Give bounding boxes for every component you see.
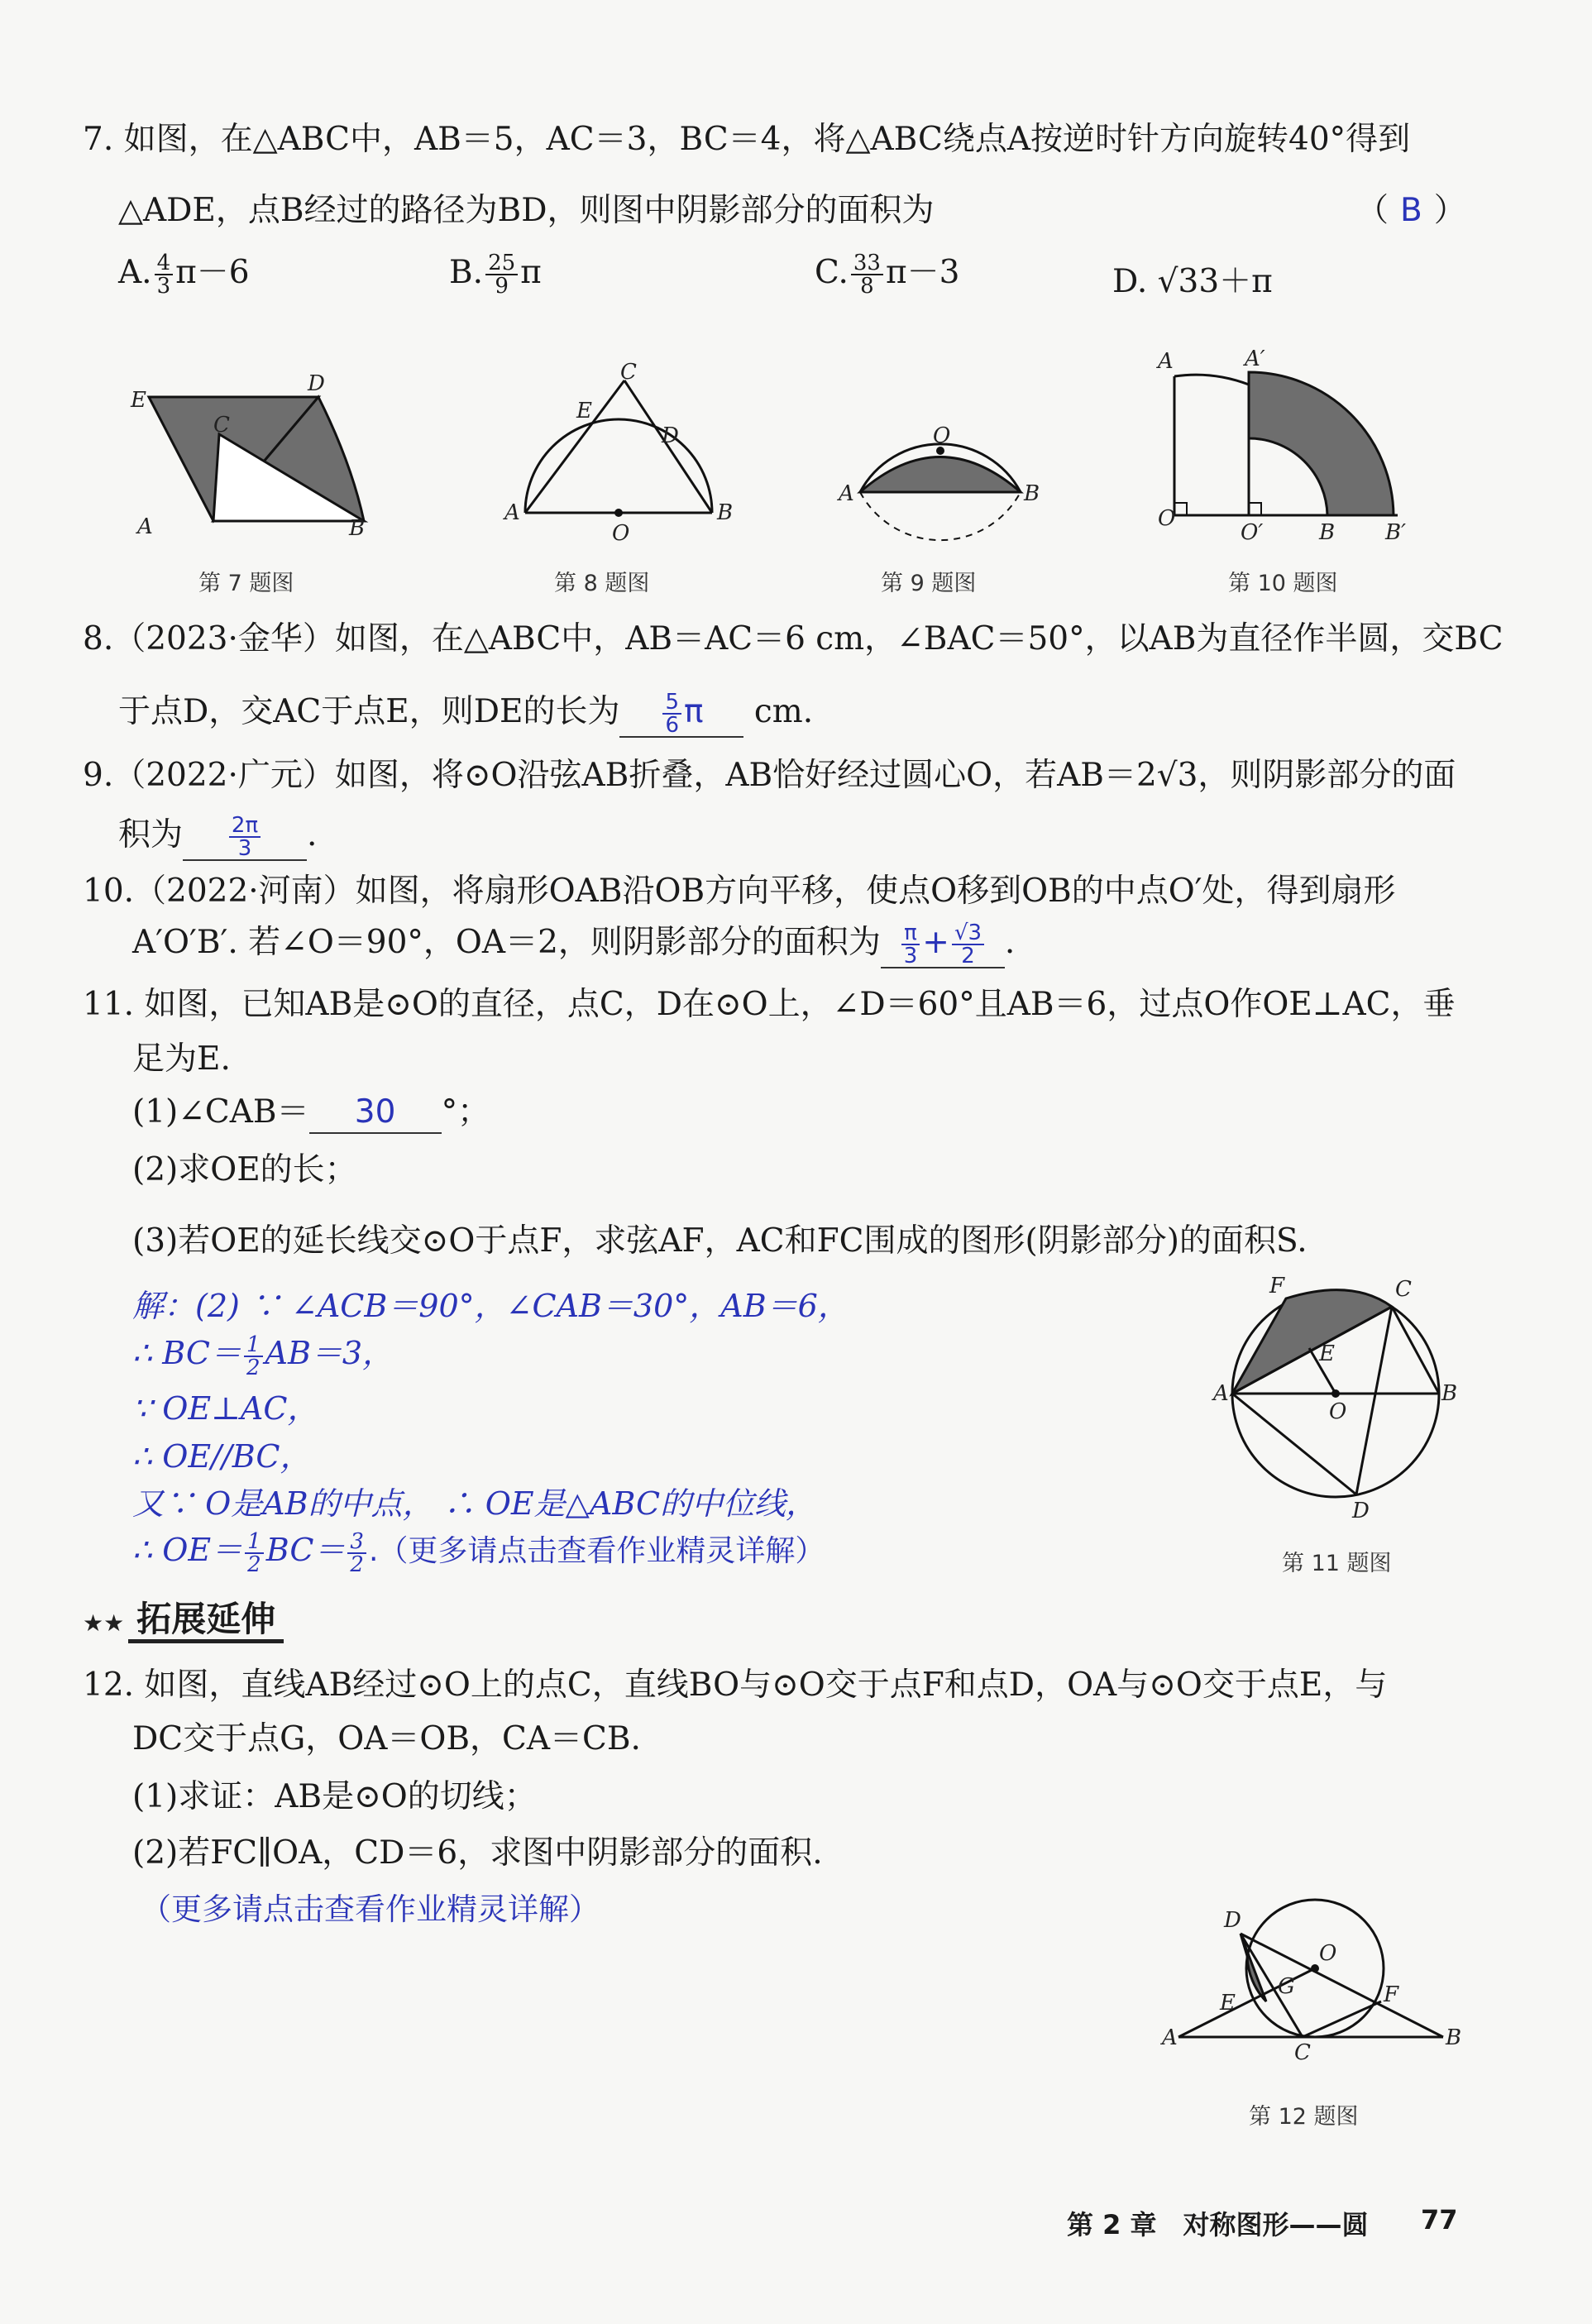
q7-answer-paren: （ B ） xyxy=(1356,192,1466,229)
q7-option-c: C. $\frac{33}{8}$ π－3 xyxy=(815,251,960,299)
fig10-label-o: O xyxy=(1158,506,1176,531)
q8-line2: 于点D，交AC于点E，则DE的长为 $\frac{5}{6}$ π cm. xyxy=(118,690,814,738)
fig12-label-f: F xyxy=(1384,1982,1399,2007)
q11-part2: (2)求OE的长； xyxy=(132,1151,357,1188)
fig12-label-g: G xyxy=(1278,1974,1295,1999)
fig8-label-e: E xyxy=(576,399,592,423)
fig7-label-d: D xyxy=(308,371,325,396)
fig12-label-b: B xyxy=(1446,2025,1462,2050)
fig10-label-o-prime: O′ xyxy=(1241,520,1264,545)
fig9-label-a: A xyxy=(839,481,854,506)
fig12-label-e: E xyxy=(1220,1991,1236,2016)
q8-line1: 8.（2023·金华）如图，在△ABC中，AB＝AC＝6 cm，∠BAC＝50°，以AB为直径作半圆，交BC xyxy=(83,620,1504,658)
figure-9 xyxy=(835,360,1050,553)
fig11-label-f: F xyxy=(1269,1274,1285,1298)
fig8-label-a: A xyxy=(504,500,520,525)
fig11-label-o: O xyxy=(1329,1399,1347,1424)
section-header xyxy=(83,1592,284,1642)
q11-solution-2: ∴ BC＝ $\frac{1}{2}$ AB＝3， xyxy=(132,1332,394,1380)
q12-line2: DC交于点G，OA＝OB，CA＝CB. xyxy=(132,1720,641,1757)
fig9-caption: 第 9 题图 xyxy=(881,571,977,596)
q7-line1: 7. 如图，在△ABC中，AB＝5，AC＝3，BC＝4，将△ABC绕点A按逆时针方向旋转40°得到 xyxy=(83,121,1411,158)
figure-7 xyxy=(124,372,389,541)
fig11-label-b: B xyxy=(1441,1381,1458,1406)
fig12-caption: 第 12 题图 xyxy=(1249,2104,1359,2130)
fig10-label-b-prime: B′ xyxy=(1385,520,1407,545)
q11-answer: 30 xyxy=(309,1093,442,1134)
q11-solution-6: ∴ OE＝ $\frac{1}{2}$ BC＝ $\frac{3}{2}$ .（更多请点击查看作业精灵详解） xyxy=(132,1528,825,1577)
q11-solution-3: ∵ OE⊥AC， xyxy=(132,1390,319,1427)
q10-line1: 10.（2022·河南）如图，将扇形OAB沿OB方向平移，使点O移到OB的中点O′处，得到扇形 xyxy=(83,873,1396,910)
q7-answer: B xyxy=(1400,192,1422,229)
q12-more-link[interactable]: （更多请点击查看作业精灵详解） xyxy=(141,1891,600,1927)
q10-answer: $\frac{\pi}{3}$ + $\frac{√3}{2}$ xyxy=(881,922,1005,968)
fig10-label-b: B xyxy=(1319,520,1336,545)
figure-12 xyxy=(1162,1894,1460,2063)
q7-option-d: D. √33＋π xyxy=(1112,263,1273,300)
fig7-label-b: B xyxy=(349,516,366,541)
q7-line2: △ADE，点B经过的路径为BD，则图中阴影部分的面积为 xyxy=(118,192,935,229)
q12-part2: (2)若FC∥OA，CD＝6，求图中阴影部分的面积. xyxy=(132,1834,823,1872)
fig9-label-o: O xyxy=(933,423,951,448)
fig11-label-c: C xyxy=(1395,1277,1412,1302)
fig7-label-e: E xyxy=(131,388,146,413)
figure-10 xyxy=(1158,347,1422,549)
figure-8 xyxy=(500,360,748,546)
fig11-label-e: E xyxy=(1319,1341,1335,1366)
section-title: 拓展延伸 xyxy=(128,1599,284,1643)
q7-option-b: B. $\frac{25}{9}$ π xyxy=(449,251,542,299)
fig12-label-a: A xyxy=(1162,2025,1178,2050)
q11-part3: (3)若OE的延长线交⊙O于点F，求弦AF，AC和FC围成的图形(阴影部分)的面积S. xyxy=(132,1222,1308,1260)
fig11-label-a: A xyxy=(1213,1381,1229,1406)
fig9-label-b: B xyxy=(1024,481,1040,506)
stars-icon: ★★ xyxy=(83,1609,125,1637)
fig7-label-a: A xyxy=(137,514,153,539)
q11-solution-4: ∴ OE//BC， xyxy=(132,1438,312,1475)
q9-answer: $\frac{2\pi}{3}$ xyxy=(229,815,261,859)
chapter-title: 第 2 章 对称图形——圆 xyxy=(1067,2209,1369,2240)
q9-line2: 积为 $\frac{2\pi}{3}$ . xyxy=(118,813,318,861)
fig8-label-c: C xyxy=(620,360,637,385)
fig12-label-o: O xyxy=(1319,1941,1337,1966)
fig8-label-b: B xyxy=(717,500,734,525)
q9-line1: 9.（2022·广元）如图，将⊙O沿弦AB折叠，AB恰好经过圆心O，若AB＝2√3，则阴影部分的面 xyxy=(83,757,1456,794)
q11-part1: (1)∠CAB＝ 30 °； xyxy=(132,1093,490,1134)
page-number: 77 xyxy=(1421,2204,1458,2236)
fig12-label-d: D xyxy=(1224,1908,1241,1933)
fig10-caption: 第 10 题图 xyxy=(1228,571,1338,596)
fig10-label-a-prime: A′ xyxy=(1245,347,1265,371)
fig10-label-a: A xyxy=(1158,349,1174,374)
q10-line2: A′O′B′. 若∠O＝90°，OA＝2，则阴影部分的面积为 $\frac{\pi}{3}$ + $\frac{√3}{2}$ . xyxy=(132,921,1016,968)
q7-option-a: A. $\frac{4}{3}$ π－6 xyxy=(118,251,250,299)
q12-line1: 12. 如图，直线AB经过⊙O上的点C，直线BO与⊙O交于点F和点D，OA与⊙O交于点E，与 xyxy=(83,1666,1388,1704)
fig11-label-d: D xyxy=(1352,1499,1370,1523)
fig7-label-c: C xyxy=(213,413,230,438)
q11-line1: 11. 如图，已知AB是⊙O的直径，点C，D在⊙O上，∠D＝60°且AB＝6，过点O作OE⊥AC，垂 xyxy=(83,986,1456,1023)
fig8-label-o: O xyxy=(612,521,630,546)
fig12-label-c: C xyxy=(1294,2040,1311,2065)
q8-answer: $\frac{5}{6}$ xyxy=(662,691,681,736)
fig8-caption: 第 8 题图 xyxy=(554,571,650,596)
q12-part1: (1)求证：AB是⊙O的切线； xyxy=(132,1778,537,1815)
fig7-caption: 第 7 题图 xyxy=(198,571,294,596)
q11-solution-1: 解：(2) ∵ ∠ACB＝90°，∠CAB＝30°，AB＝6， xyxy=(132,1288,849,1324)
figure-11 xyxy=(1213,1274,1468,1529)
fig11-caption: 第 11 题图 xyxy=(1282,1551,1392,1576)
q11-solution-5: 又∵ O是AB的中点， ∴ OE是△ABC的中位线， xyxy=(132,1485,818,1522)
fig8-label-d: D xyxy=(662,423,679,448)
q11-line2: 足为E. xyxy=(132,1040,231,1078)
